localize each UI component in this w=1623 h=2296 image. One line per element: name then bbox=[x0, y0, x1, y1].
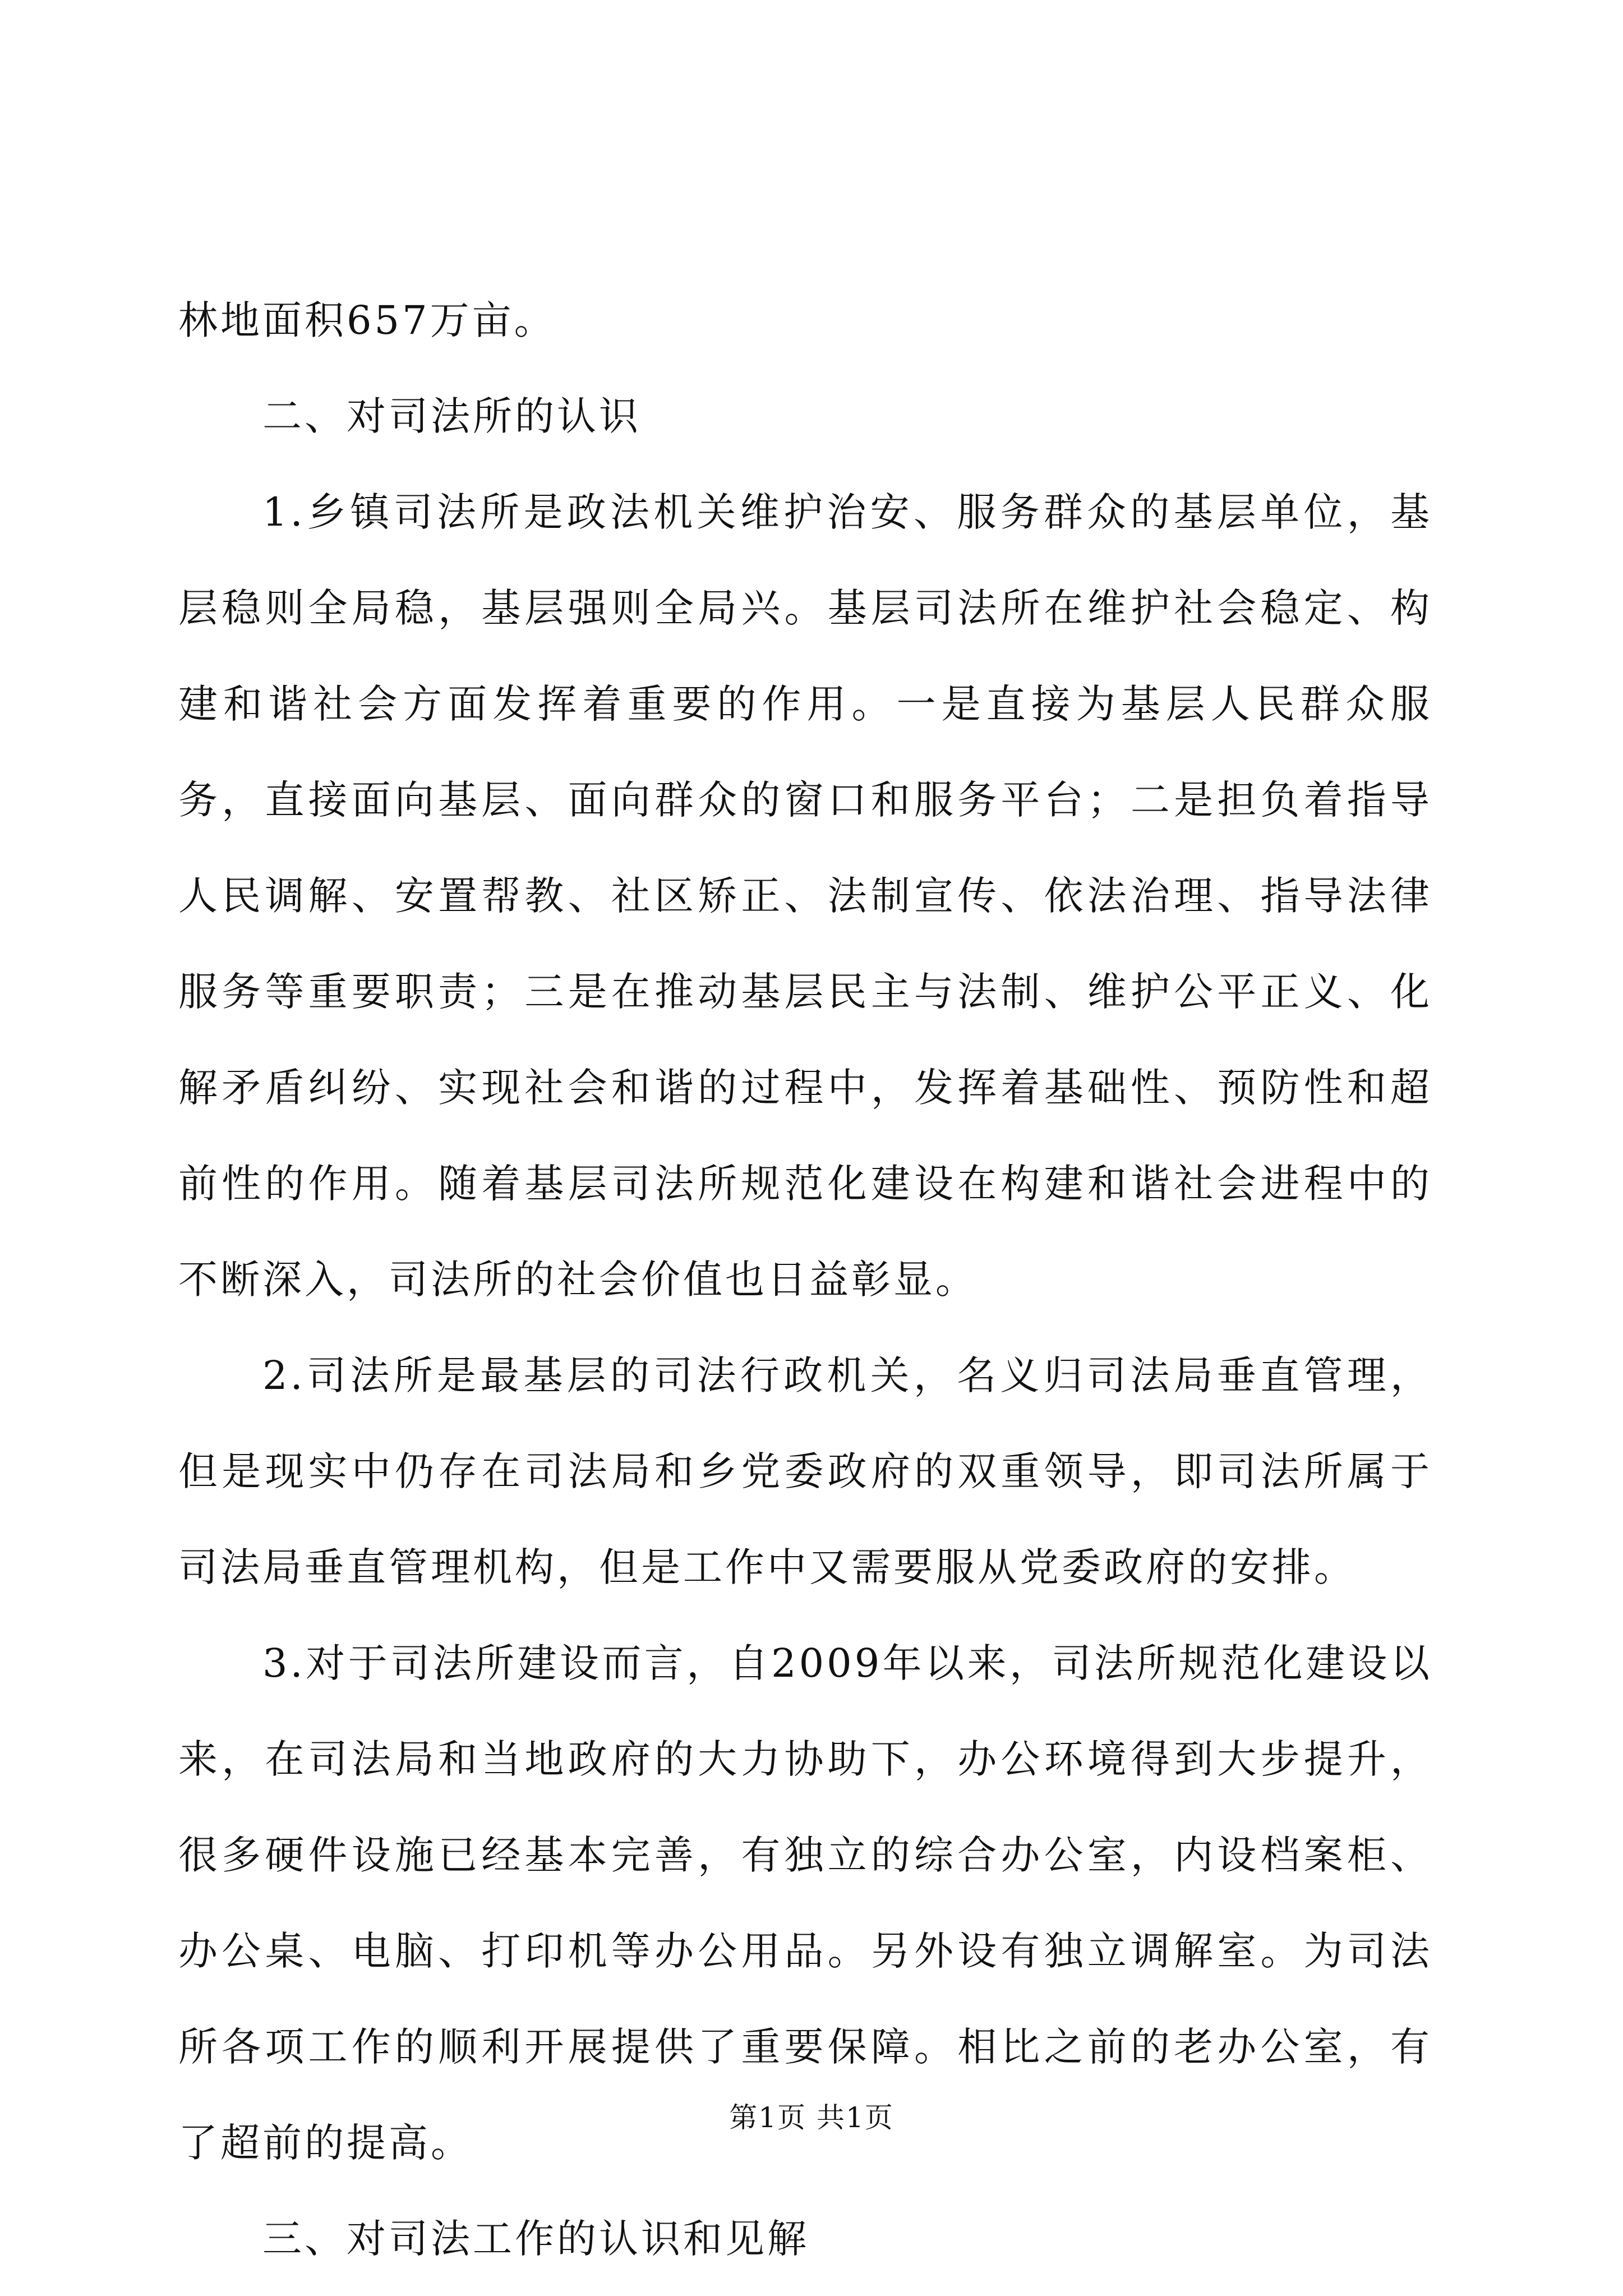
paragraph-item-3: 3.对于司法所建设而言，自2009年以来，司法所规范化建设以来，在司法局和当地政府的大力协助下，办公环境得到大步提升，很多硬件设施已经基本完善，有独立的综合办公室，内设档案柜、办公桌、电脑、打印机等办公用品。另外设有独立调解室。为司法所各项工作的顺利开展提供了重要保障。相比之前的老办公室，有了超前的提高。 bbox=[178, 1640, 1432, 2166]
paragraph-item-2: 2.司法所是最基层的司法行政机关，名义归司法局垂直管理，但是现实中仍存在司法局和乡党委政府的双重领导，即司法所属于司法局垂直管理机构，但是工作中又需要服从党委政府的安排。 bbox=[178, 1352, 1432, 1590]
page-footer: 第1页 共1页 bbox=[729, 2101, 894, 2134]
document-body bbox=[178, 273, 1432, 2287]
paragraph-item-1: 1.乡镇司法所是政法机关维护治安、服务群众的基层单位，基层稳则全局稳，基层强则全局兴。基层司法所在维护社会稳定、构建和谐社会方面发挥着重要的作用。一是直接为基层人民群众服务，直接面向基层、面向群众的窗口和服务平台；二是担负着指导人民调解、安置帮教、社区矫正、法制宣传、依法治理、指导法律服务等重要职责；三是在推动基层民主与法制、维护公平正义、化解矛盾纠纷、实现社会和谐的过程中，发挥着基础性、预防性和超前性的作用。随着基层司法所规范化建设在构建和谐社会进程中的不断深入，司法所的社会价值也日益彰显。 bbox=[178, 489, 1432, 1303]
section-heading-2: 二、对司法所的认识 bbox=[262, 393, 641, 439]
section-heading-3: 三、对司法工作的认识和见解 bbox=[262, 2216, 809, 2262]
paragraph-continuation: 林地面积657万亩。 bbox=[178, 297, 556, 343]
